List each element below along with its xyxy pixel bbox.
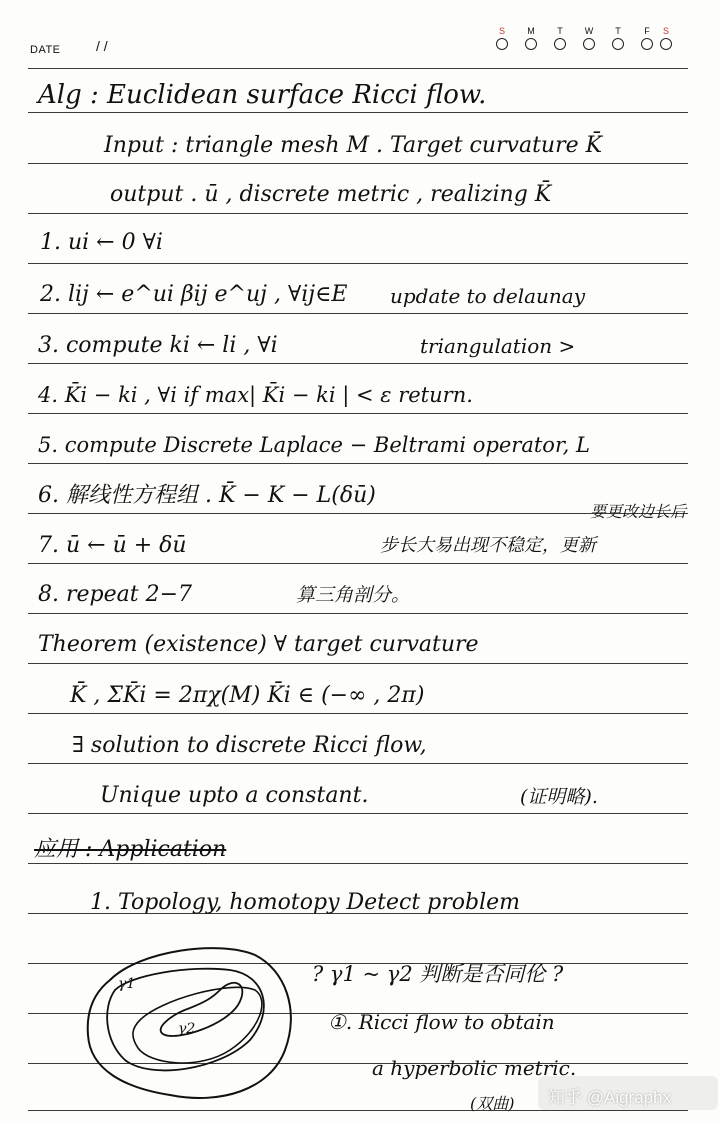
- weekday-label: T: [615, 26, 621, 36]
- theorem-line: Theorem (existence) ∀ target curvature: [38, 632, 479, 657]
- step-4: 4. K̄i − ki , ∀i if max| K̄i − ki | < ε return.: [38, 383, 473, 407]
- date-label: DATE: [30, 44, 61, 56]
- weekday-label: T: [557, 26, 563, 36]
- circle-icon: [583, 38, 595, 50]
- weekday-fri[interactable]: [637, 26, 657, 50]
- surface-sketch: [70, 930, 310, 1110]
- weekday-tue[interactable]: [550, 26, 570, 50]
- circle-icon: [641, 38, 653, 50]
- step-8: 8. repeat 2−7: [38, 582, 192, 607]
- weekday-label: S: [498, 26, 505, 36]
- ruled-line: [28, 563, 688, 564]
- ruled-line: [28, 613, 688, 614]
- weekday-wed[interactable]: [579, 26, 599, 50]
- step-6: 6. 解线性方程组 . K̄ − K − L(δū): [38, 483, 376, 508]
- weekday-label: F: [644, 26, 650, 36]
- ruled-line: [28, 1110, 688, 1111]
- theorem-solution: ∃ solution to discrete Ricci flow,: [72, 733, 427, 758]
- ruled-line: [28, 313, 688, 314]
- note-ricci-step: ①. Ricci flow to obtain: [328, 1010, 555, 1034]
- loop-gamma-2: [133, 987, 262, 1063]
- note-hyperbolic-cn: (双曲): [470, 1094, 515, 1113]
- step-1: 1. ui ← 0 ∀i: [40, 230, 163, 255]
- note-step-7: 步长大易出现不稳定，更新: [380, 535, 596, 556]
- input-line: Input : triangle mesh M . Target curvature K̄: [104, 133, 603, 158]
- weekday-sat[interactable]: [656, 26, 676, 50]
- inner-hole: [161, 983, 243, 1036]
- circle-icon: [554, 38, 566, 50]
- weekday-thu[interactable]: [608, 26, 628, 50]
- ruled-line: [28, 513, 688, 514]
- circle-icon: [496, 38, 508, 50]
- circle-icon: [525, 38, 537, 50]
- note-edge-length: 要更改边长后: [590, 502, 687, 521]
- ruled-line: [28, 163, 688, 164]
- output-line: output . ū , discrete metric , realizing K̄: [110, 182, 552, 207]
- date-slashes: / /: [96, 38, 108, 54]
- weekday-mon[interactable]: [521, 26, 541, 50]
- theorem-uniqueness: Unique upto a constant.: [100, 783, 369, 808]
- ruled-line: [28, 363, 688, 364]
- note-homotopy-question: ? γ1 ~ γ2 判断是否同伦 ?: [312, 962, 564, 986]
- ruled-line: [28, 413, 688, 414]
- step-7: 7. ū ← ū + δū: [38, 533, 187, 558]
- ruled-line: [28, 463, 688, 464]
- note-step-8: 算三角剖分。: [296, 584, 411, 606]
- ruled-line: [28, 68, 688, 69]
- ruled-line: [28, 813, 688, 814]
- ruled-line: [28, 663, 688, 664]
- ruled-line: [28, 263, 688, 264]
- note-proof-omitted: (证明略).: [520, 786, 598, 808]
- algorithm-title: Alg : Euclidean surface Ricci flow.: [38, 80, 487, 110]
- application-heading: 应用 : Application: [34, 837, 227, 862]
- step-2: 2. lij ← e^ui βij e^uj , ∀ij∈E: [40, 282, 348, 307]
- gamma2-label: γ2: [178, 1021, 196, 1037]
- step-3: 3. compute ki ← li , ∀i: [38, 333, 278, 358]
- note-triangulation: triangulation >: [420, 334, 576, 358]
- step-5: 5. compute Discrete Laplace − Beltrami operator, L: [38, 433, 590, 457]
- circle-icon: [660, 38, 672, 50]
- gamma1-label: γ1: [118, 976, 136, 992]
- weekday-sun[interactable]: [492, 26, 512, 50]
- circle-icon: [612, 38, 624, 50]
- note-update-delaunay: update to delaunay: [390, 284, 586, 308]
- theorem-condition: K̄ , ΣK̄i = 2πχ(M) K̄i ∈ (−∞ , 2π): [70, 683, 425, 708]
- note-hyperbolic-metric: a hyperbolic metric.: [372, 1056, 577, 1080]
- weekday-label: W: [584, 26, 594, 36]
- application-item-1: 1. Topology, homotopy Detect problem: [90, 890, 521, 915]
- ruled-line: [28, 763, 688, 764]
- ruled-line: [28, 112, 688, 113]
- ruled-line: [28, 713, 688, 714]
- ruled-line: [28, 213, 688, 214]
- weekday-label: S: [662, 26, 669, 36]
- watermark: 知乎 @Aigraphx: [548, 1088, 672, 1107]
- weekday-selector: [492, 26, 682, 56]
- weekday-label: M: [527, 26, 535, 36]
